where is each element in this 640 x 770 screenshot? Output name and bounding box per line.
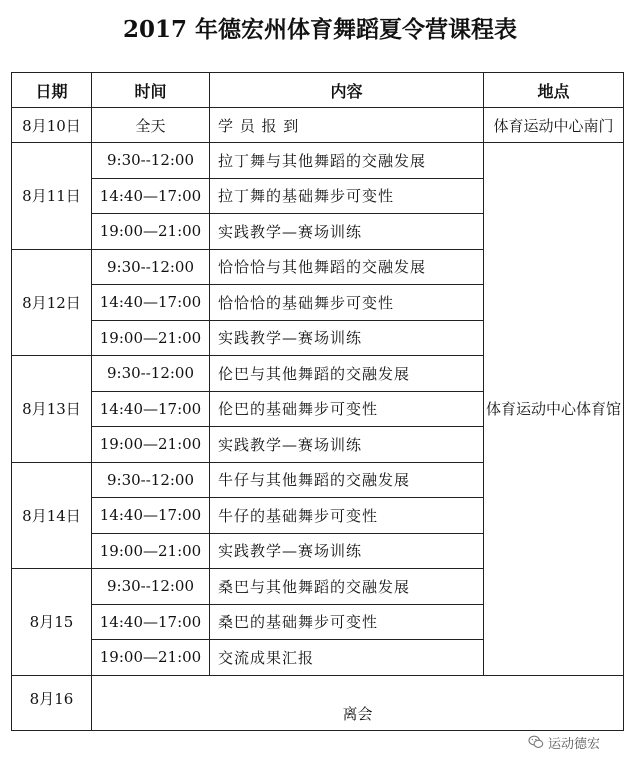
content-cell: 桑巴与其他舞蹈的交融发展 [210,569,484,605]
header-date: 日期 [12,73,92,108]
time-cell: 9:30--12:00 [92,249,210,285]
content-cell: 拉丁舞的基础舞步可变性 [210,178,484,214]
watermark [528,732,628,752]
table-row [12,143,624,179]
header-content: 内容 [210,73,484,108]
time-cell: 19:00—21:00 [92,214,210,250]
content-cell: 伦巴的基础舞步可变性 [210,391,484,427]
time-cell: 9:30--12:00 [92,462,210,498]
content-cell: 实践教学—赛场训练 [210,214,484,250]
page-title: 2017 年德宏州体育舞蹈夏令营课程表 [122,16,518,43]
time-cell: 9:30--12:00 [92,143,210,179]
content-cell: 牛仔的基础舞步可变性 [210,498,484,534]
content-cell: 实践教学—赛场训练 [210,427,484,463]
time-cell: 14:40—17:00 [92,391,210,427]
header-time: 时间 [92,73,210,108]
table-row [12,675,624,730]
schedule-table [11,72,624,731]
date-cell: 8月15 [12,569,92,676]
time-cell: 14:40—17:00 [92,178,210,214]
watermark-text: 运动德宏 [548,736,601,752]
content-cell: 离会 [92,675,624,730]
content-cell: 伦巴与其他舞蹈的交融发展 [210,356,484,392]
content-cell: 桑巴的基础舞步可变性 [210,604,484,640]
date-cell: 8月11日 [12,143,92,250]
date-cell: 8月10日 [12,108,92,143]
table-row [12,108,624,143]
time-cell: 19:00—21:00 [92,427,210,463]
time-cell: 19:00—21:00 [92,640,210,676]
time-cell: 全天 [92,108,210,143]
time-cell: 9:30--12:00 [92,569,210,605]
time-cell: 19:00—21:00 [92,533,210,569]
date-cell: 8月14日 [12,462,92,569]
time-cell: 19:00—21:00 [92,320,210,356]
content-cell: 学 员 报 到 [210,108,484,143]
wechat-icon [528,734,544,750]
time-cell: 14:40—17:00 [92,285,210,321]
content-cell: 实践教学—赛场训练 [210,320,484,356]
date-cell: 8月13日 [12,356,92,463]
time-cell: 14:40—17:00 [92,604,210,640]
content-cell: 实践教学—赛场训练 [210,533,484,569]
header-location: 地点 [484,73,624,108]
location-cell: 体育运动中心南门 [484,108,624,143]
content-cell: 拉丁舞与其他舞蹈的交融发展 [210,143,484,179]
time-cell: 9:30--12:00 [92,356,210,392]
content-cell: 恰恰恰的基础舞步可变性 [210,285,484,321]
header-row [12,73,624,108]
content-cell: 交流成果汇报 [210,640,484,676]
content-cell: 牛仔与其他舞蹈的交融发展 [210,462,484,498]
content-cell: 恰恰恰与其他舞蹈的交融发展 [210,249,484,285]
time-cell: 14:40—17:00 [92,498,210,534]
date-cell: 8月16 [12,675,92,730]
location-cell: 体育运动中心体育馆 [484,143,624,676]
date-cell: 8月12日 [12,249,92,356]
